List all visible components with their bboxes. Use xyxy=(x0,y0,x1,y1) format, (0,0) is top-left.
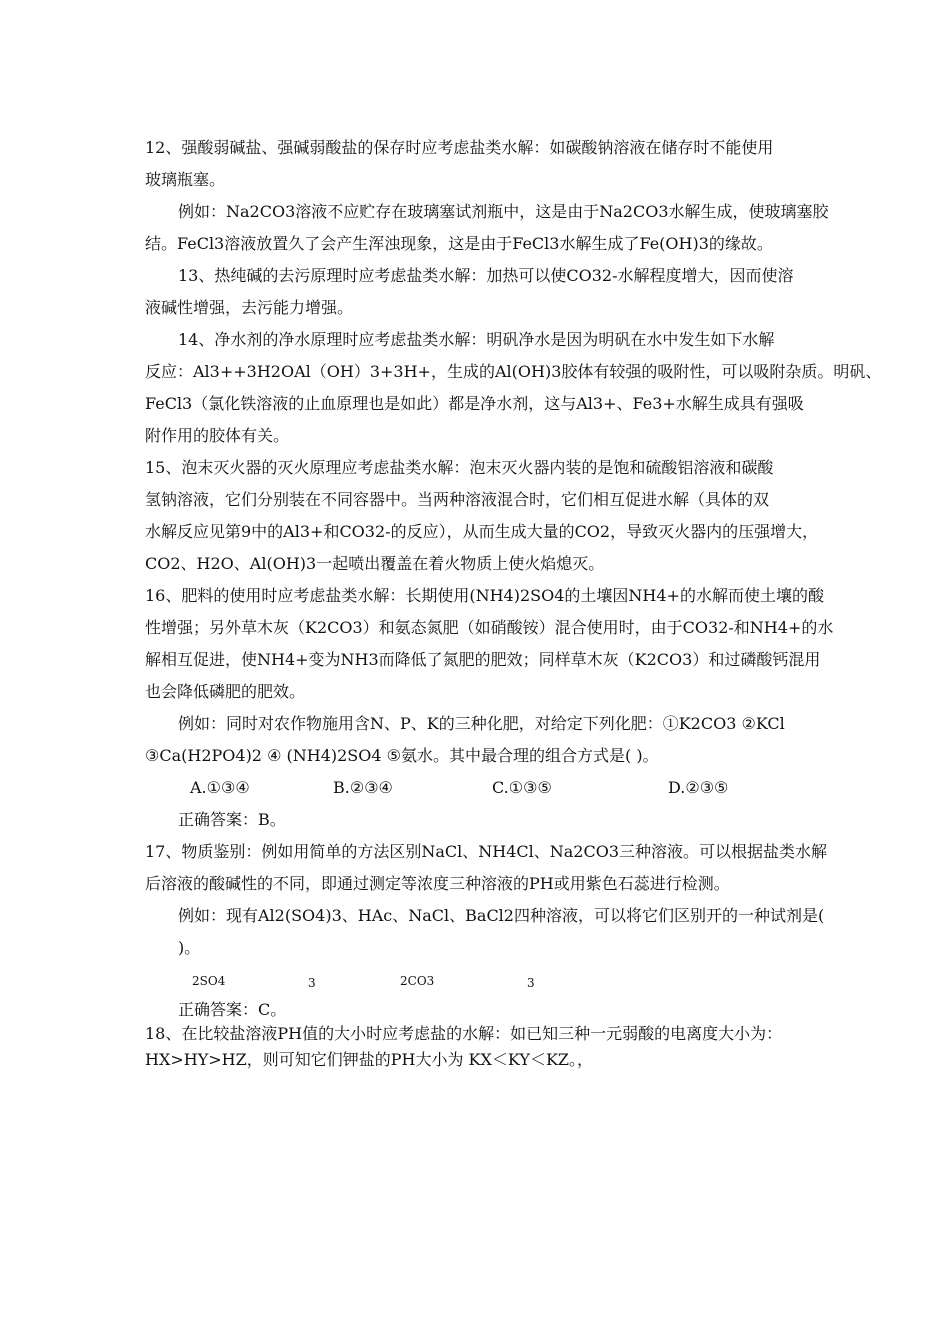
text-line: HX>HY>HZ，则可知它们钾盐的PH大小为 KX＜KY＜KZ。， xyxy=(145,1050,594,1069)
text-line: 附作用的胶体有关。 xyxy=(145,426,290,445)
answer-option-d: D.②③⑤ xyxy=(668,778,729,797)
text-line: 解相互促进，使NH4+变为NH3而降低了氮肥的肥效；同样草木灰（K2CO3）和过磷酸钙混用 xyxy=(145,650,821,669)
text-line: 16、肥料的使用时应考虑盐类水解：长期使用(NH4)2SO4的土壤因NH4+的水解而使土壤的酸 xyxy=(145,586,824,605)
answer-option-a: A.①③④ xyxy=(190,778,250,797)
text-line: )。 xyxy=(178,938,201,957)
text-line: 液碱性增强，去污能力增强。 xyxy=(145,298,354,317)
answer-option-c: C.①③⑤ xyxy=(492,778,552,797)
text-line: 性增强；另外草木灰（K2CO3）和氨态氮肥（如硝酸铵）混合使用时，由于CO32-和NH4+的水 xyxy=(145,618,834,637)
option-fragment: 3 xyxy=(308,976,316,990)
text-line: 玻璃瓶塞。 xyxy=(145,170,226,189)
text-line: 例如：同时对农作物施用含N、P、K的三种化肥，对给定下列化肥：①K2CO3 ②KCl xyxy=(178,714,785,733)
text-line: ③Ca(H2PO4)2 ④ (NH4)2SO4 ⑤氨水。其中最合理的组合方式是( )。 xyxy=(145,746,659,765)
text-line: 13、热纯碱的去污原理时应考虑盐类水解：加热可以使CO32-水解程度增大，因而使溶 xyxy=(178,266,794,285)
text-line: 14、净水剂的净水原理时应考虑盐类水解：明矾净水是因为明矾在水中发生如下水解 xyxy=(178,330,775,349)
option-fragment: 2CO3 xyxy=(400,974,435,988)
option-fragment: 3 xyxy=(527,976,535,990)
text-line: 水解反应见第9中的Al3+和CO32-的反应），从而生成大量的CO2，导致灭火器内的压强增大， xyxy=(145,522,819,541)
text-line: 结。FeCl3溶液放置久了会产生浑浊现象，这是由于FeCl3水解生成了Fe(OH)3的缘故。 xyxy=(145,234,773,253)
answer-option-b: B.②③④ xyxy=(333,778,393,797)
text-line: 例如：Na2CO3溶液不应贮存在玻璃塞试剂瓶中，这是由于Na2CO3水解生成，使玻璃塞胶 xyxy=(178,202,829,221)
text-line: FeCl3（氯化铁溶液的止血原理也是如此）都是净水剂，这与Al3+、Fe3+水解生成具有强吸 xyxy=(145,394,804,413)
text-line: 氢钠溶液，它们分别装在不同容器中。当两种溶液混合时，它们相互促进水解（具体的双 xyxy=(145,490,770,509)
text-line: 15、泡末灭火器的灭火原理应考虑盐类水解：泡末灭火器内装的是饱和硫酸铝溶液和碳酸 xyxy=(145,458,774,477)
answer-line: 正确答案：C。 xyxy=(178,1000,287,1019)
option-fragment: 2SO4 xyxy=(192,974,226,988)
text-line: 反应：Al3++3H2OAl（OH）3+3H+，生成的Al(OH)3胶体有较强的吸附性，可以吸附杂质。明矾、 xyxy=(145,362,882,381)
text-line: CO2、H2O、Al(OH)3一起喷出覆盖在着火物质上使火焰熄灭。 xyxy=(145,554,605,573)
text-line: 后溶液的酸碱性的不同，即通过测定等浓度三种溶液的PH或用紫色石蕊进行检测。 xyxy=(145,874,730,893)
text-line: 17、物质鉴别：例如用简单的方法区别NaCl、NH4Cl、Na2CO3三种溶液。可以根据盐类水解 xyxy=(145,842,828,861)
text-line: 例如：现有Al2(SO4)3、HAc、NaCl、BaCl2四种溶液，可以将它们区别开的一种试剂是( xyxy=(178,906,825,925)
answer-line: 正确答案：B。 xyxy=(178,810,286,829)
text-line: 12、强酸弱碱盐、强碱弱酸盐的保存时应考虑盐类水解：如碳酸钠溶液在储存时不能使用 xyxy=(145,138,774,157)
text-line: 18、在比较盐溶液PH值的大小时应考虑盐的水解：如已知三种一元弱酸的电离度大小为： xyxy=(145,1024,783,1043)
text-line: 也会降低磷肥的肥效。 xyxy=(145,682,306,701)
